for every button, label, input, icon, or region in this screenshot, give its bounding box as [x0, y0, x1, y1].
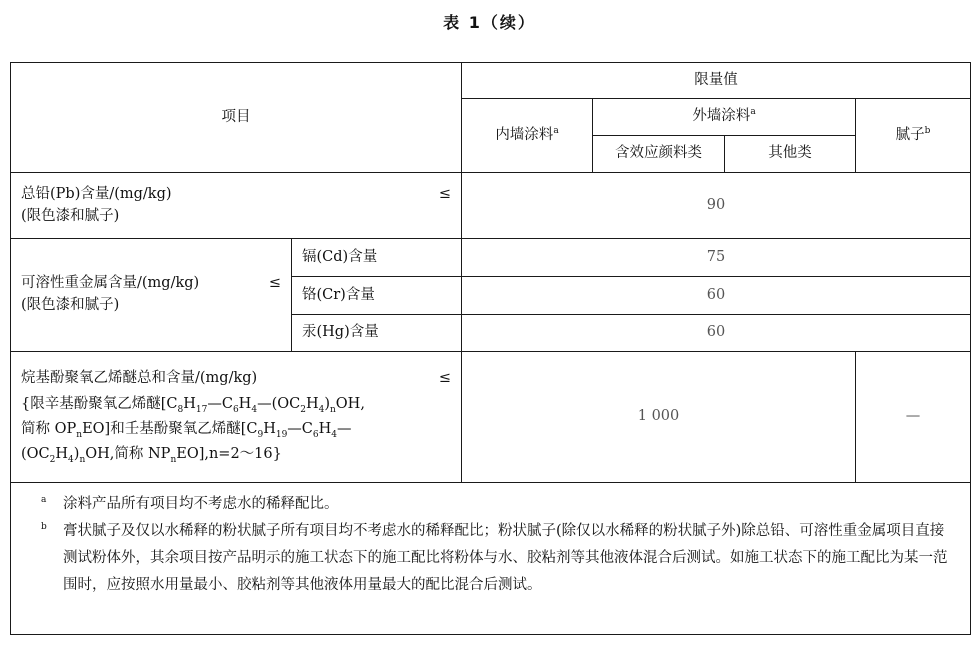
row-lead-value: 90: [462, 173, 971, 239]
limits-table: [10, 62, 971, 635]
header-limit: 限量值: [462, 63, 971, 99]
note-b: b 膏状腻子及仅以水稀释的粉状腻子所有项目均不考虑水的稀释配比；粉状腻子(除仅以水稀释的粉状腻子外)除总铅、可溶性重金属项目直接测试粉体外，其余项目按产品明示的施工状态下的施工配比将粉体与水、胶粘剂等其他液体混合后测试。如施工状态下的施工配比为某一范围时，应按照水用量最小、胶粘剂等其他液体用量最大的配比混合后测试。: [41, 522, 948, 593]
row-heavy-metals-label: 可溶性重金属含量/(mg/kg) ≤ (限色漆和腻子): [11, 239, 292, 352]
header-exterior: 外墙涂料$^a$: [593, 99, 856, 136]
table-notes: [11, 483, 971, 635]
row-cd-value: 75: [462, 239, 971, 277]
header-effect-pigment: 含效应颜料类: [593, 136, 725, 173]
row-ape-label: 烷基酚聚氧乙烯醚总和含量/(mg/kg) ≤ {限辛基酚聚氧乙烯醚[$C_8H_{17}—C_6H_4—(OC_2H_4)_nOH$, 简称 $OP_nEO$]和壬基酚聚氧乙烯醚[$C_9H_{19}—C_6H_4—$ $(OC_2H_4)_nOH$,简称 $NP_nEO],n=2\sim 16$}: [11, 352, 462, 483]
row-cr-label: 铬(Cr)含量: [292, 277, 462, 315]
header-interior: 内墙涂料$^a$: [462, 99, 593, 173]
table-title: 表 1（续）: [443, 13, 536, 32]
note-a: a 涂料产品所有项目均不考虑水的稀释配比。: [41, 495, 339, 512]
row-ape-value: 1 000: [462, 352, 856, 483]
header-item: 项目: [11, 63, 462, 173]
header-putty: 腻子$^b$: [856, 99, 971, 173]
row-lead-label: 总铅(Pb)含量/(mg/kg) ≤ (限色漆和腻子): [11, 173, 462, 239]
row-ape-putty-value: —: [856, 352, 971, 483]
row-cr-value: 60: [462, 277, 971, 315]
header-others: 其他类: [725, 136, 856, 173]
row-hg-value: 60: [462, 315, 971, 352]
row-hg-label: 汞(Hg)含量: [292, 315, 462, 352]
row-cd-label: 镉(Cd)含量: [292, 239, 462, 277]
